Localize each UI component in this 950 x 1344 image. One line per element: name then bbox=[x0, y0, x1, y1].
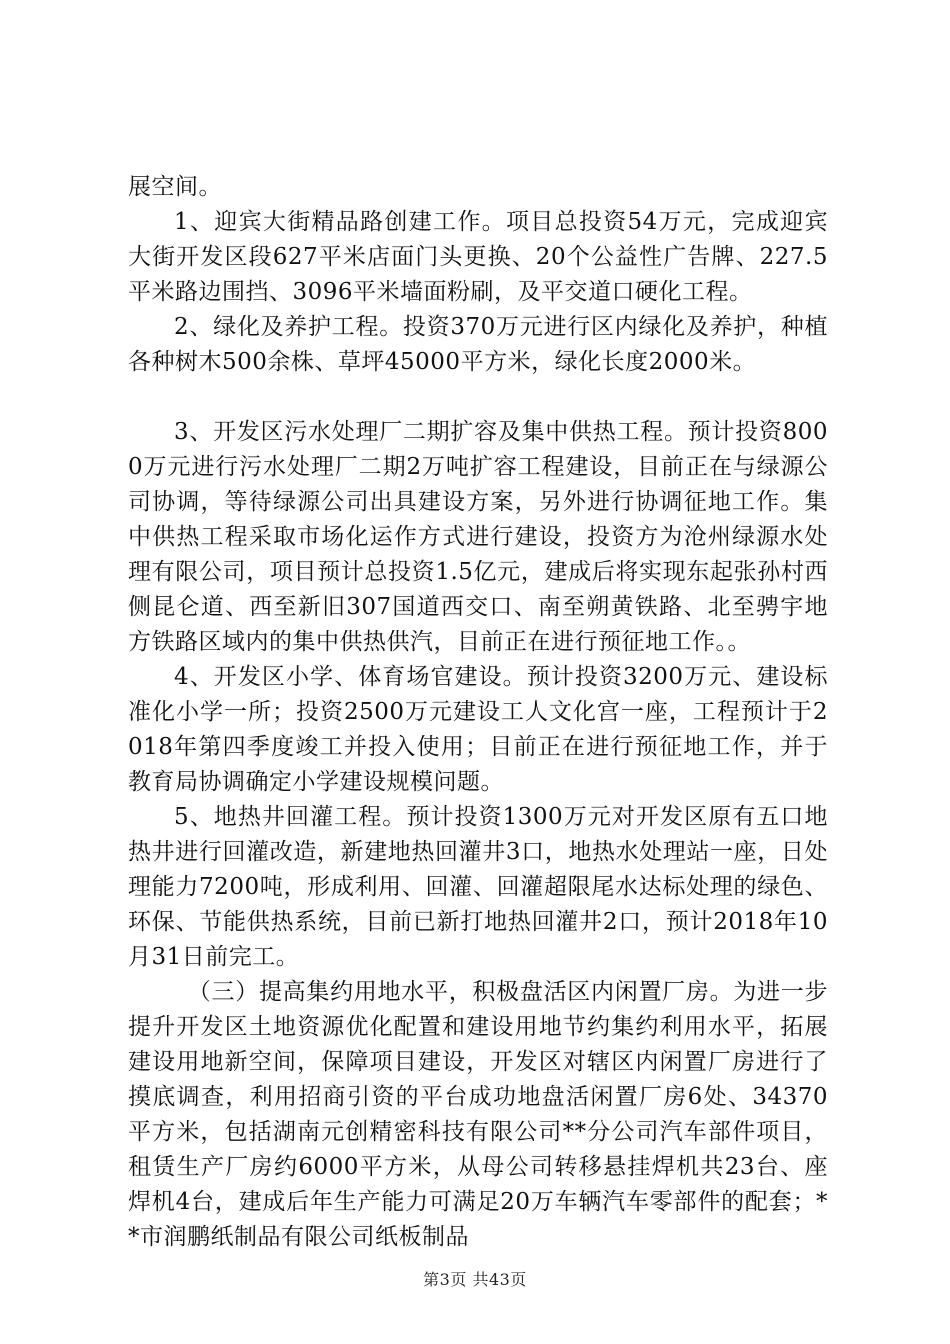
paragraph-item-3: 3、开发区污水处理厂二期扩容及集中供热工程。预计投资8000万元进行污水处理厂二期2万吨扩容工程建设，目前正在与绿源公司协调，等待绿源公司出具建设方案，另外进行协调征地工作。集中供热工程采取市场化运作方式进行建设，投资方为沧州绿源水处理有限公司，项目预计总投资1.5亿元，建成后将实现东起张孙村西侧昆仑道、西至新旧307国道西交口、南至朔黄铁路、北至骋宇地方铁路区域内的集中供热供汽，目前正在进行预征地工作。。 bbox=[128, 419, 828, 655]
page-number-footer: 第3页 共43页 bbox=[423, 1270, 527, 1289]
paragraph-item-4: 4、开发区小学、体育场官建设。预计投资3200万元、建设标准化小学一所；投资2500万元建设工人文化宫一座，工程预计于2018年第四季度竣工并投入使用；目前正在进行预征地工作，并于教育局协调确定小学建设规模问题。 bbox=[128, 664, 828, 795]
document-body bbox=[128, 170, 828, 1255]
paragraph-item-1: 1、迎宾大街精品路创建工作。项目总投资54万元，完成迎宾大街开发区段627平米店面门头更换、20个公益性广告牌、227.5平米路边围挡、3096平米墙面粉刷，及平交道口硬化工程。 bbox=[128, 209, 828, 305]
paragraph-section-3: （三）提高集约用地水平，积极盘活区内闲置厂房。为进一步提升开发区土地资源优化配置和建设用地节约集约利用水平，拓展建设用地新空间，保障项目建设，开发区对辖区内闲置厂房进行了摸底调查，利用招商引资的平台成功地盘活闲置厂房6处、34370平方米，包括湖南元创精密科技有限公司**分公司汽车部件项目，租赁生产厂房约6000平方米，从母公司转移悬挂焊机共23台、座焊机4台，建成后年生产能力可满足20万车辆汽车零部件的配套；**市润鹏纸制品有限公司纸板制品 bbox=[128, 979, 828, 1250]
paragraph-item-2: 2、绿化及养护工程。投资370万元进行区内绿化及养护，种植各种树木500余株、草坪45000平方米，绿化长度2000米。 bbox=[128, 314, 828, 375]
paragraph-item-5: 5、地热井回灌工程。预计投资1300万元对开发区原有五口地热井进行回灌改造，新建地热回灌井3口，地热水处理站一座，日处理能力7200吨，形成利用、回灌、回灌超限尾水达标处理的绿色、环保、节能供热系统，目前已新打地热回灌井2口，预计2018年10月31日前完工。 bbox=[128, 804, 828, 970]
paragraph-continuation: 展空间。 bbox=[128, 174, 222, 200]
